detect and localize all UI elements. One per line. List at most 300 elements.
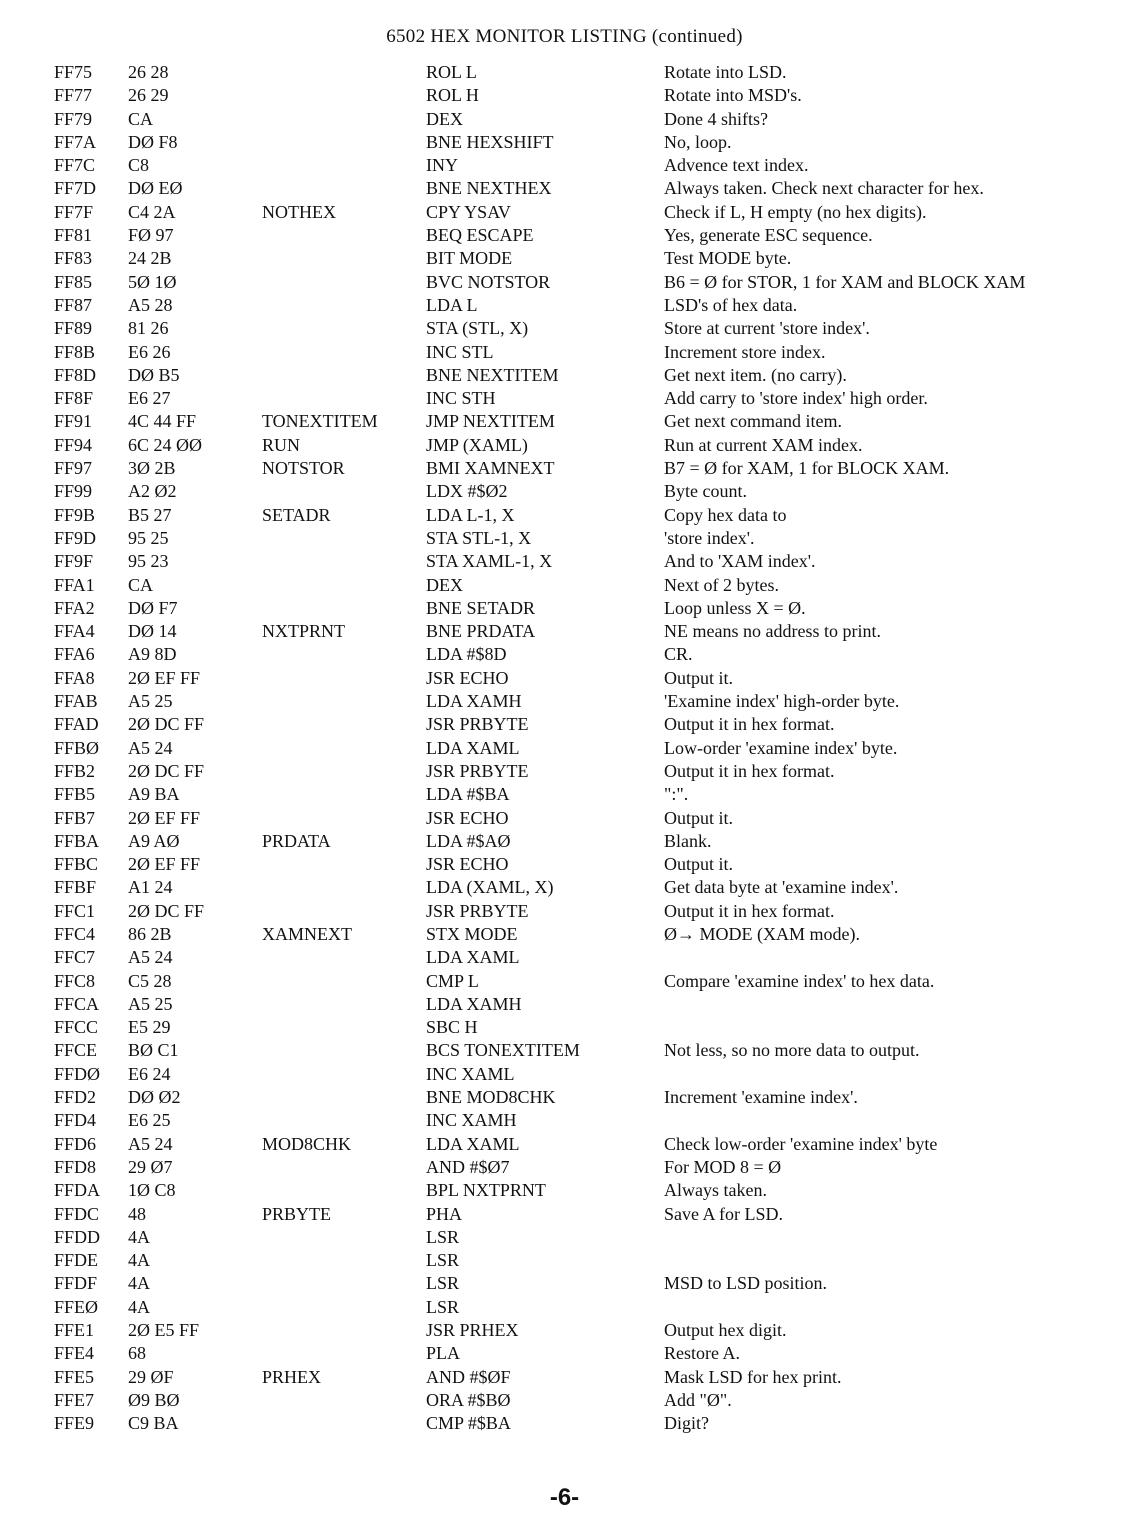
listing-row — [0, 317, 1129, 340]
listing-row — [0, 1086, 1129, 1109]
listing-row — [0, 946, 1129, 969]
instruction-cell: AND #$Ø7 — [426, 1156, 510, 1177]
comment-cell: Check if L, H empty (no hex digits). — [664, 201, 927, 222]
instruction-cell: JMP NEXTITEM — [426, 411, 555, 432]
listing-row — [0, 783, 1129, 806]
opcode-cell: 48 — [128, 1203, 146, 1224]
comment-cell: Ø→ MODE (XAM mode). — [664, 923, 860, 944]
address-cell: FFDC — [54, 1203, 100, 1224]
opcode-cell: A5 28 — [128, 294, 173, 315]
listing-row — [0, 1016, 1129, 1039]
opcode-cell: 86 2B — [128, 923, 172, 944]
opcode-cell: 1Ø C8 — [128, 1180, 176, 1201]
listing-row — [0, 504, 1129, 527]
instruction-cell: JMP (XAML) — [426, 434, 528, 455]
address-cell: FFB2 — [54, 760, 96, 781]
instruction-cell: INC XAMH — [426, 1110, 517, 1131]
comment-cell: Loop unless X = Ø. — [664, 597, 806, 618]
listing-row — [0, 830, 1129, 853]
instruction-cell: ROL H — [426, 85, 479, 106]
address-cell: FFC4 — [54, 923, 96, 944]
opcode-cell: 6C 24 ØØ — [128, 434, 203, 455]
opcode-cell: 81 26 — [128, 318, 169, 339]
comment-cell: Next of 2 bytes. — [664, 574, 779, 595]
instruction-cell: BNE HEXSHIFT — [426, 131, 554, 152]
comment-cell: Compare 'examine index' to hex data. — [664, 970, 935, 991]
opcode-cell: CA — [128, 574, 154, 595]
opcode-cell: 95 23 — [128, 551, 169, 572]
address-cell: FFD6 — [54, 1133, 97, 1154]
comment-cell: Digit? — [664, 1413, 709, 1434]
instruction-cell: CPY YSAV — [426, 201, 511, 222]
listing-row — [0, 993, 1129, 1016]
opcode-cell: 4C 44 FF — [128, 411, 197, 432]
instruction-cell: AND #$ØF — [426, 1366, 511, 1387]
comment-cell: Rotate into LSD. — [664, 62, 787, 82]
instruction-cell: JSR ECHO — [426, 854, 509, 875]
listing-row — [0, 1342, 1129, 1365]
listing-row — [0, 410, 1129, 433]
instruction-cell: LDA XAML — [426, 1133, 520, 1154]
instruction-cell: LDA XAML — [426, 947, 520, 968]
opcode-cell: A5 24 — [128, 947, 173, 968]
address-cell: FF7A — [54, 131, 97, 152]
listing-row — [0, 154, 1129, 177]
opcode-cell: E6 24 — [128, 1063, 171, 1084]
instruction-cell: INC XAML — [426, 1063, 515, 1084]
comment-cell: Increment 'examine index'. — [664, 1087, 858, 1108]
comment-cell: Mask LSD for hex print. — [664, 1366, 842, 1387]
comment-cell: Save A for LSD. — [664, 1203, 783, 1224]
comment-cell: MSD to LSD position. — [664, 1273, 828, 1294]
instruction-cell: JSR ECHO — [426, 807, 509, 828]
comment-cell: B7 = Ø for XAM, 1 for BLOCK XAM. — [664, 458, 950, 479]
listing-row — [0, 364, 1129, 387]
address-cell: FFDE — [54, 1250, 99, 1271]
listing-row — [0, 574, 1129, 597]
opcode-cell: 29 ØF — [128, 1366, 174, 1387]
instruction-cell: CMP #$BA — [426, 1413, 511, 1434]
listing-row — [0, 201, 1129, 224]
opcode-cell: 2Ø EF FF — [128, 667, 201, 688]
listing-row — [0, 876, 1129, 899]
address-cell: FFCE — [54, 1040, 98, 1061]
comment-cell: Store at current 'store index'. — [664, 318, 870, 339]
opcode-cell: A5 24 — [128, 737, 173, 758]
label-cell: PRDATA — [262, 830, 331, 851]
instruction-cell: LSR — [426, 1273, 460, 1294]
instruction-cell: LDA XAML — [426, 737, 520, 758]
listing-row — [0, 1039, 1129, 1062]
address-cell: FF79 — [54, 108, 93, 129]
opcode-cell: 4A — [128, 1273, 150, 1294]
label-cell: RUN — [262, 434, 301, 455]
address-cell: FFAD — [54, 714, 99, 735]
label-cell: NOTSTOR — [262, 458, 345, 479]
address-cell: FFBC — [54, 854, 99, 875]
address-cell: FFE9 — [54, 1413, 95, 1434]
label-cell: NXTPRNT — [262, 621, 346, 642]
address-cell: FFDD — [54, 1226, 101, 1247]
opcode-cell: E6 26 — [128, 341, 171, 362]
opcode-cell: A9 BA — [128, 784, 180, 805]
instruction-cell: LDA XAMH — [426, 993, 522, 1014]
listing-row — [0, 737, 1129, 760]
instruction-cell: LDA L-1, X — [426, 504, 515, 525]
listing-row — [0, 970, 1129, 993]
listing-row — [0, 341, 1129, 364]
listing-row — [0, 131, 1129, 154]
listing-row — [0, 923, 1129, 946]
instruction-cell: JSR PRBYTE — [426, 900, 529, 921]
address-cell: FF89 — [54, 318, 93, 339]
instruction-cell: LDA (XAML, X) — [426, 877, 554, 898]
opcode-cell: A5 25 — [128, 691, 173, 712]
listing-row — [0, 1296, 1129, 1319]
opcode-cell: A5 25 — [128, 993, 173, 1014]
comment-cell: Output it. — [664, 667, 734, 688]
listing-row — [0, 1226, 1129, 1249]
opcode-cell: C9 BA — [128, 1413, 179, 1434]
address-cell: FFBF — [54, 877, 97, 898]
comment-cell: LSD's of hex data. — [664, 294, 798, 315]
opcode-cell: DØ F8 — [128, 131, 178, 152]
instruction-cell: LDA XAMH — [426, 691, 522, 712]
listing-row — [0, 294, 1129, 317]
listing-row — [0, 713, 1129, 736]
comment-cell: Output it. — [664, 854, 734, 875]
address-cell: FFE4 — [54, 1343, 95, 1364]
instruction-cell: CMP L — [426, 970, 479, 991]
instruction-cell: STA XAML-1, X — [426, 551, 553, 572]
listing-row — [0, 1156, 1129, 1179]
opcode-cell: C4 2A — [128, 201, 176, 222]
label-cell: XAMNEXT — [262, 923, 352, 944]
opcode-cell: E6 25 — [128, 1110, 171, 1131]
opcode-cell: 26 28 — [128, 62, 169, 82]
address-cell: FFCA — [54, 993, 100, 1014]
comment-cell: CR. — [664, 644, 693, 665]
listing-row — [0, 527, 1129, 550]
address-cell: FF85 — [54, 271, 93, 292]
address-cell: FFBØ — [54, 737, 100, 758]
address-cell: FFA4 — [54, 621, 95, 642]
address-cell: FFB5 — [54, 784, 96, 805]
comment-cell: NE means no address to print. — [664, 621, 881, 642]
listing-row — [0, 177, 1129, 200]
instruction-cell: BIT MODE — [426, 248, 513, 269]
opcode-cell: 24 2B — [128, 248, 172, 269]
listing-row — [0, 457, 1129, 480]
instruction-cell: LDA #$BA — [426, 784, 510, 805]
instruction-cell: INY — [426, 155, 458, 176]
address-cell: FF99 — [54, 481, 93, 502]
comment-cell: Advence text index. — [664, 155, 809, 176]
opcode-cell: 2Ø EF FF — [128, 807, 201, 828]
page-number: -6- — [549, 1484, 580, 1511]
instruction-cell: BNE SETADR — [426, 597, 536, 618]
instruction-cell: INC STH — [426, 388, 496, 409]
address-cell: FF7C — [54, 155, 96, 176]
instruction-cell: ORA #$BØ — [426, 1389, 511, 1410]
address-cell: FFC8 — [54, 970, 96, 991]
comment-cell: ":". — [664, 784, 689, 805]
address-cell: FF77 — [54, 85, 93, 106]
address-cell: FFAB — [54, 691, 98, 712]
opcode-cell: 68 — [128, 1343, 146, 1364]
label-cell: TONEXTITEM — [262, 411, 378, 432]
address-cell: FF7F — [54, 201, 94, 222]
listing-row — [0, 434, 1129, 457]
listing-row — [0, 1412, 1129, 1435]
address-cell: FF9D — [54, 527, 97, 548]
listing-row — [0, 807, 1129, 830]
listing-row — [0, 1179, 1129, 1202]
address-cell: FFBA — [54, 830, 100, 851]
opcode-cell: DØ EØ — [128, 178, 183, 199]
address-cell: FF91 — [54, 411, 93, 432]
instruction-cell: STA (STL, X) — [426, 318, 529, 339]
listing-row — [0, 480, 1129, 503]
instruction-cell: JSR PRHEX — [426, 1320, 519, 1341]
address-cell: FF75 — [54, 62, 93, 82]
instruction-cell: JSR ECHO — [426, 667, 509, 688]
opcode-cell: CA — [128, 108, 154, 129]
address-cell: FFB7 — [54, 807, 96, 828]
comment-cell: Done 4 shifts? — [664, 108, 768, 129]
address-cell: FFC1 — [54, 900, 96, 921]
listing-row — [0, 597, 1129, 620]
opcode-cell: A9 AØ — [128, 830, 180, 851]
address-cell: FFD4 — [54, 1110, 97, 1131]
instruction-cell: BNE MOD8CHK — [426, 1087, 556, 1108]
comment-cell: 'store index'. — [664, 527, 755, 548]
instruction-cell: INC STL — [426, 341, 494, 362]
opcode-cell: A9 8D — [128, 644, 177, 665]
address-cell: FFE1 — [54, 1320, 95, 1341]
comment-cell: Output hex digit. — [664, 1320, 787, 1341]
instruction-cell: LSR — [426, 1226, 460, 1247]
instruction-cell: BNE PRDATA — [426, 621, 536, 642]
address-cell: FFA6 — [54, 644, 95, 665]
comment-cell: Yes, generate ESC sequence. — [664, 225, 873, 246]
opcode-cell: 95 25 — [128, 527, 169, 548]
opcode-cell: 2Ø DC FF — [128, 714, 205, 735]
comment-cell: Output it in hex format. — [664, 714, 835, 735]
opcode-cell: 4A — [128, 1250, 150, 1271]
label-cell: NOTHEX — [262, 201, 336, 222]
opcode-cell: 26 29 — [128, 85, 169, 106]
comment-cell: Output it in hex format. — [664, 760, 835, 781]
opcode-cell: BØ C1 — [128, 1040, 179, 1061]
instruction-cell: PHA — [426, 1203, 463, 1224]
listing-row — [0, 1203, 1129, 1226]
comment-cell: Output it in hex format. — [664, 900, 835, 921]
listing-row — [0, 1249, 1129, 1272]
opcode-cell: E5 29 — [128, 1017, 171, 1038]
label-cell: PRHEX — [262, 1366, 322, 1387]
instruction-cell: STA STL-1, X — [426, 527, 532, 548]
opcode-cell: A1 24 — [128, 877, 173, 898]
opcode-cell: E6 27 — [128, 388, 171, 409]
comment-cell: Add "Ø". — [664, 1389, 732, 1410]
listing-row — [0, 61, 1129, 84]
instruction-cell: SBC H — [426, 1017, 478, 1038]
listing-row — [0, 853, 1129, 876]
comment-cell: B6 = Ø for STOR, 1 for XAM and BLOCK XAM — [664, 271, 1026, 292]
instruction-cell: LDA #$8D — [426, 644, 507, 665]
comment-cell: Byte count. — [664, 481, 747, 502]
address-cell: FFCC — [54, 1017, 99, 1038]
address-cell: FF7D — [54, 178, 97, 199]
opcode-cell: 2Ø E5 FF — [128, 1320, 200, 1341]
listing-row — [0, 900, 1129, 923]
listing-row — [0, 1366, 1129, 1389]
address-cell: FF87 — [54, 294, 93, 315]
listing-row — [0, 1063, 1129, 1086]
comment-cell: 'Examine index' high-order byte. — [664, 691, 900, 712]
comment-cell: Always taken. Check next character for hex. — [664, 178, 984, 199]
address-cell: FF9F — [54, 551, 94, 572]
address-cell: FFEØ — [54, 1296, 99, 1317]
instruction-cell: DEX — [426, 574, 463, 595]
opcode-cell: Ø9 BØ — [128, 1389, 180, 1410]
listing-row — [0, 108, 1129, 131]
label-cell: PRBYTE — [262, 1203, 332, 1224]
instruction-cell: LDA #$AØ — [426, 830, 511, 851]
opcode-cell: A2 Ø2 — [128, 481, 177, 502]
instruction-cell: LSR — [426, 1250, 460, 1271]
opcode-cell: C8 — [128, 155, 150, 176]
comment-cell: Low-order 'examine index' byte. — [664, 737, 898, 758]
listing-row — [0, 643, 1129, 666]
opcode-cell: DØ 14 — [128, 621, 177, 642]
page-title: 6502 HEX MONITOR LISTING (continued) — [386, 26, 743, 47]
address-cell: FF8D — [54, 364, 97, 385]
instruction-cell: LSR — [426, 1296, 460, 1317]
comment-cell: Always taken. — [664, 1180, 767, 1201]
opcode-cell: B5 27 — [128, 504, 172, 525]
instruction-cell: JSR PRBYTE — [426, 714, 529, 735]
label-cell: SETADR — [262, 504, 331, 525]
address-cell: FF83 — [54, 248, 93, 269]
listing-row — [0, 84, 1129, 107]
opcode-cell: DØ F7 — [128, 597, 178, 618]
listing-row — [0, 1319, 1129, 1342]
comment-cell: Get next command item. — [664, 411, 842, 432]
instruction-cell: BCS TONEXTITEM — [426, 1040, 580, 1061]
instruction-cell: BPL NXTPRNT — [426, 1180, 546, 1201]
opcode-cell: 2Ø DC FF — [128, 900, 205, 921]
comment-cell: Get next item. (no carry). — [664, 364, 847, 385]
instruction-cell: ROL L — [426, 62, 477, 82]
comment-cell: Increment store index. — [664, 341, 826, 362]
comment-cell: Test MODE byte. — [664, 248, 792, 269]
listing-row — [0, 387, 1129, 410]
address-cell: FF8F — [54, 388, 94, 409]
listing-row — [0, 1109, 1129, 1132]
opcode-cell: 3Ø 2B — [128, 458, 176, 479]
comment-cell: Get data byte at 'examine index'. — [664, 877, 899, 898]
listing-row — [0, 760, 1129, 783]
listing-row — [0, 1133, 1129, 1156]
opcode-cell: 29 Ø7 — [128, 1156, 173, 1177]
listing-row — [0, 271, 1129, 294]
instruction-cell: BVC NOTSTOR — [426, 271, 551, 292]
address-cell: FFA2 — [54, 597, 95, 618]
label-cell: MOD8CHK — [262, 1133, 352, 1154]
instruction-cell: JSR PRBYTE — [426, 760, 529, 781]
address-cell: FF9B — [54, 504, 96, 525]
opcode-cell: 5Ø 1Ø — [128, 271, 177, 292]
comment-cell: And to 'XAM index'. — [664, 551, 816, 572]
opcode-cell: C5 28 — [128, 970, 172, 991]
listing-row — [0, 667, 1129, 690]
instruction-cell: BNE NEXTITEM — [426, 364, 559, 385]
address-cell: FFD2 — [54, 1087, 97, 1108]
comment-cell: Rotate into MSD's. — [664, 85, 802, 106]
address-cell: FFDA — [54, 1180, 101, 1201]
comment-cell: Run at current XAM index. — [664, 434, 863, 455]
listing-row — [0, 620, 1129, 643]
opcode-cell: 2Ø EF FF — [128, 854, 201, 875]
comment-cell: Copy hex data to — [664, 504, 787, 525]
opcode-cell: FØ 97 — [128, 225, 174, 246]
address-cell: FFA8 — [54, 667, 95, 688]
listing-row — [0, 247, 1129, 270]
comment-cell: Restore A. — [664, 1343, 740, 1364]
comment-cell: No, loop. — [664, 131, 732, 152]
listing-table — [0, 61, 1129, 1436]
listing-row — [0, 550, 1129, 573]
address-cell: FF8B — [54, 341, 96, 362]
address-cell: FFDØ — [54, 1063, 101, 1084]
opcode-cell: 2Ø DC FF — [128, 760, 205, 781]
comment-cell: Output it. — [664, 807, 734, 828]
instruction-cell: STX MODE — [426, 923, 518, 944]
comment-cell: For MOD 8 = Ø — [664, 1156, 782, 1177]
opcode-cell: 4A — [128, 1296, 150, 1317]
listing-row — [0, 224, 1129, 247]
instruction-cell: BEQ ESCAPE — [426, 225, 534, 246]
address-cell: FFE5 — [54, 1366, 95, 1387]
instruction-cell: DEX — [426, 108, 463, 129]
address-cell: FFA1 — [54, 574, 95, 595]
comment-cell: Add carry to 'store index' high order. — [664, 388, 928, 409]
opcode-cell: DØ B5 — [128, 364, 180, 385]
opcode-cell: DØ Ø2 — [128, 1087, 181, 1108]
address-cell: FF97 — [54, 458, 93, 479]
address-cell: FF94 — [54, 434, 93, 455]
instruction-cell: BNE NEXTHEX — [426, 178, 552, 199]
address-cell: FFDF — [54, 1273, 98, 1294]
listing-row — [0, 690, 1129, 713]
instruction-cell: PLA — [426, 1343, 461, 1364]
address-cell: FF81 — [54, 225, 93, 246]
opcode-cell: 4A — [128, 1226, 150, 1247]
comment-cell: Check low-order 'examine index' byte — [664, 1133, 938, 1154]
instruction-cell: BMI XAMNEXT — [426, 458, 555, 479]
address-cell: FFD8 — [54, 1156, 97, 1177]
instruction-cell: LDA L — [426, 294, 478, 315]
comment-cell: Blank. — [664, 830, 712, 851]
address-cell: FFE7 — [54, 1389, 95, 1410]
address-cell: FFC7 — [54, 947, 96, 968]
comment-cell: Not less, so no more data to output. — [664, 1040, 920, 1061]
listing-row — [0, 1389, 1129, 1412]
listing-row — [0, 1272, 1129, 1295]
opcode-cell: A5 24 — [128, 1133, 173, 1154]
